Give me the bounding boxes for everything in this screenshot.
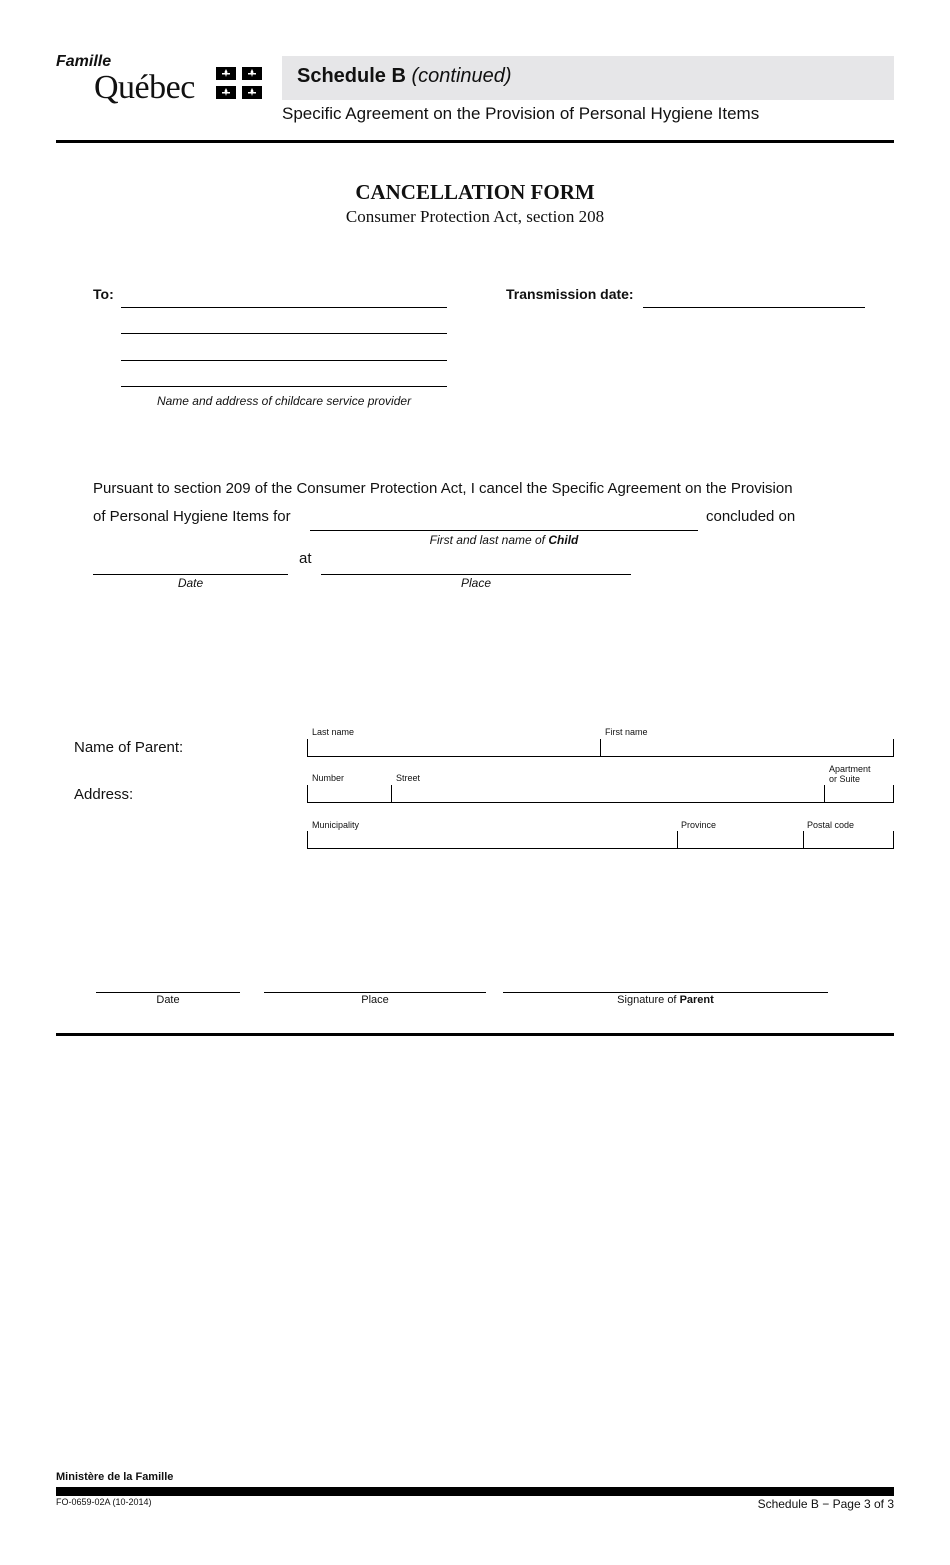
statement-line-2-prefix: of Personal Hygiene Items for: [93, 508, 291, 525]
signature-place-caption: Place: [361, 994, 389, 1006]
provider-line-2[interactable]: [121, 333, 447, 334]
province-label: Province: [681, 820, 717, 830]
form-code: FO-0659-02A (10-2014): [56, 1497, 152, 1507]
provider-line-3[interactable]: [121, 360, 447, 361]
apartment-field[interactable]: [824, 785, 894, 803]
transmission-date-field[interactable]: [643, 307, 865, 308]
signature-date-field[interactable]: [96, 992, 240, 993]
municipality-field[interactable]: [307, 831, 678, 849]
statement-line-2-suffix: concluded on: [706, 508, 796, 525]
municipality-label: Municipality: [312, 820, 360, 830]
street-field[interactable]: [391, 785, 825, 803]
to-label: To:: [93, 286, 114, 302]
provider-caption: Name and address of childcare service provider: [156, 394, 412, 408]
quebec-flag-icon: [216, 67, 262, 99]
signature-caption: Signature of Parent: [617, 994, 714, 1006]
number-label: Number: [312, 773, 345, 783]
street-label: Street: [396, 773, 421, 783]
provider-line-1[interactable]: [121, 307, 447, 308]
postal-code-label: Postal code: [807, 820, 855, 830]
address-label: Address:: [74, 786, 134, 803]
number-field[interactable]: [307, 785, 392, 803]
form-bottom-divider: [56, 1033, 894, 1036]
first-name-field[interactable]: [600, 739, 894, 757]
at-label: at: [299, 550, 312, 567]
logo-quebec-text: Québec: [94, 69, 195, 106]
child-name-field[interactable]: [310, 530, 698, 531]
province-field[interactable]: [677, 831, 804, 849]
apartment-label: Apartment or Suite: [829, 764, 871, 784]
page-number: Schedule B − Page 3 of 3: [757, 1497, 894, 1511]
concluded-place-caption: Place: [460, 576, 492, 590]
signature-field[interactable]: [503, 992, 828, 993]
last-name-field[interactable]: [307, 739, 601, 757]
postal-code-field[interactable]: [803, 831, 894, 849]
agreement-subtitle: Specific Agreement on the Provision of Personal Hygiene Items: [282, 104, 760, 123]
statement-line-1: Pursuant to section 209 of the Consumer Protection Act, I cancel the Specific Agreement on the Provision: [93, 480, 793, 497]
signature-place-field[interactable]: [264, 992, 486, 993]
provider-line-4[interactable]: [121, 386, 447, 387]
header-divider: [56, 140, 894, 143]
ministry-name: Ministère de la Famille: [56, 1471, 174, 1483]
parent-name-label: Name of Parent:: [74, 739, 184, 756]
child-name-caption: First and last name of Child: [429, 533, 579, 547]
logo-famille-text: Famille: [56, 53, 112, 70]
last-name-label: Last name: [312, 727, 355, 737]
signature-date-caption: Date: [156, 994, 180, 1006]
first-name-label: First name: [605, 727, 648, 737]
concluded-date-field[interactable]: [93, 574, 288, 575]
footer-bar: [56, 1487, 894, 1496]
form-subtitle: Consumer Protection Act, section 208: [345, 207, 605, 226]
concluded-date-caption: Date: [177, 576, 204, 590]
form-title: CANCELLATION FORM: [355, 180, 595, 204]
concluded-place-field[interactable]: [321, 574, 631, 575]
transmission-date-label: Transmission date:: [506, 286, 634, 302]
schedule-title: Schedule B (continued): [297, 65, 512, 87]
